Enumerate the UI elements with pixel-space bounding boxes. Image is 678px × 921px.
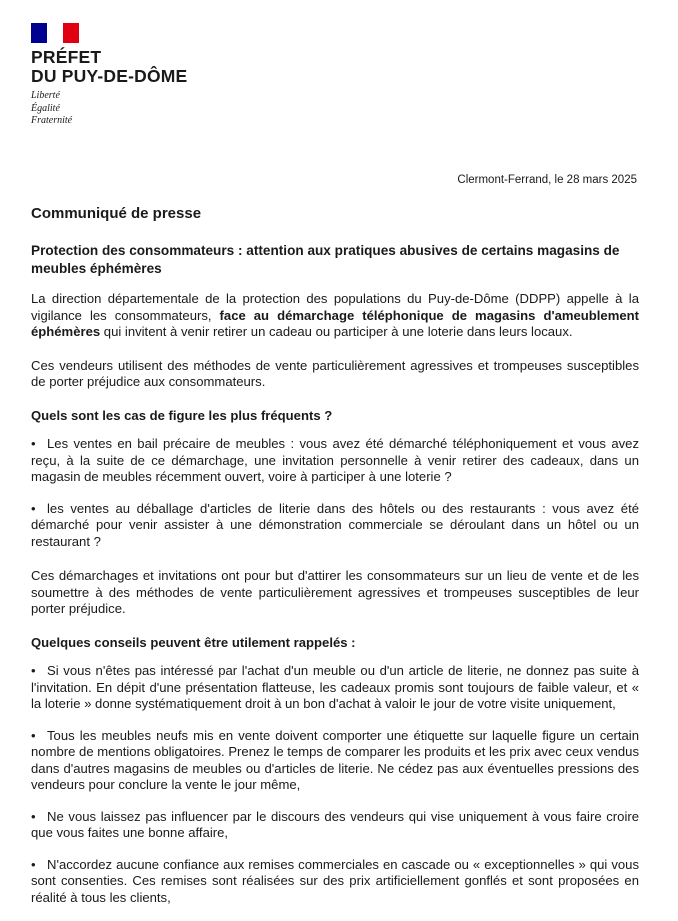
motto-liberte: Liberté [31, 90, 60, 101]
bullet-icon: • [31, 808, 36, 824]
prefecture-name-line2: DU PUY-DE-DÔME [31, 66, 188, 86]
prefecture-name [31, 48, 187, 86]
list-item-case-2 [31, 501, 639, 551]
document-subtitle: Protection des consommateurs : attention aux pratiques abusives de certains magasins de meubles éphémères [31, 243, 620, 276]
list-item-advice-4 [31, 857, 639, 907]
heading-frequent-cases: Quels sont les cas de figure les plus fréquents ? [31, 407, 333, 423]
intro-text-bold: face au démarchage téléphonique de magasins d'ameublement éphémères [31, 307, 639, 339]
advice-3-text: Ne vous laissez pas influencer par le discours des vendeurs qui vise uniquement à vous faire croire que vous faites une bonne affaire, [31, 808, 639, 840]
advice-1-text: Si vous n'êtes pas intéressé par l'achat d'un meuble ou d'un article de literie, ne donnez pas suite à l'invitation. En dépit d'une présentation flatteuse, les cadeaux promis sont toujours de faible valeur, et « la loterie » donne systématiquement droit à un bon d'achat à valoir le jour de votre visite uniquement, [31, 663, 639, 711]
paragraph-purpose: Ces démarchages et invitations ont pour but d'attirer les consommateurs sur un lieu de vente et de les soumettre à des méthodes de vente particulièrement agressives et trompeuses susceptibles de leur porter préjudice. [31, 568, 639, 616]
heading-advice: Quelques conseils peuvent être utilement rappelés : [31, 634, 356, 650]
intro-paragraph [31, 291, 639, 341]
intro-text-after: qui invitent à venir retirer un cadeau ou participer à une loterie dans leurs locaux. [100, 324, 573, 339]
document-body [31, 242, 639, 921]
intro-text-before: La direction départementale de la protection des populations du Puy-de-Dôme (DDPP) appelle à la vigilance les consommateurs, [31, 291, 639, 323]
bullet-icon: • [31, 663, 36, 678]
advice-4-text: N'accordez aucune confiance aux remises commerciales en cascade ou « exceptionnelles » qui vous sont consenties. Ces remises sont réalisées sur des prix artificiellement gonflés et sont proposées en réalité à tous les clients, [31, 856, 639, 905]
list-item-advice-2 [31, 728, 639, 794]
bullet-icon: • [31, 500, 36, 516]
advice-2-text: Tous les meubles neufs mis en vente doivent comporter une étiquette sur laquelle figure un certain nombre de mentions obligatoires. Prenez le temps de comparer les produits et les prix avec ceux vendus dans d'autres magasins de meubles ou d'articles de literie. Ne cédez pas aux éventuelles pressions des vendeurs pour conclure la vente le jour même, [31, 727, 639, 792]
case-1-text: Les ventes en bail précaire de meubles : vous avez été démarché téléphoniquement et vous avez reçu, à la suite de ce démarchage, une invitation personnelle à venir retirer des cadeaux, dans un magasin de meubles récemment ouvert, voire à participer à une loterie ? [31, 436, 639, 484]
list-item-case-1 [31, 436, 639, 486]
case-2-text: les ventes au déballage d'articles de literie dans des hôtels ou des restaurants : vous avez été démarché pour venir assister à une démonstration commerciale se déroulant dans un hôtel ou un restaurant ? [31, 500, 639, 549]
prefecture-name-line1: PRÉFET [31, 47, 102, 67]
paragraph-sellers: Ces vendeurs utilisent des méthodes de vente particulièrement agressives et trompeuses susceptibles de porter préjudice aux consommateurs. [31, 357, 639, 389]
document-title: Communiqué de presse [31, 205, 202, 222]
republic-motto [31, 90, 72, 128]
french-flag-logo [31, 23, 79, 43]
motto-egalite: Égalité [31, 102, 60, 114]
document-date: Clermont-Ferrand, le 28 mars 2025 [457, 174, 637, 186]
bullet-icon: • [31, 856, 36, 872]
bullet-icon: • [31, 436, 36, 451]
list-item-advice-1 [31, 663, 639, 713]
list-item-advice-3 [31, 809, 639, 842]
motto-fraternite: Fraternité [31, 115, 73, 126]
bullet-icon: • [31, 727, 36, 743]
